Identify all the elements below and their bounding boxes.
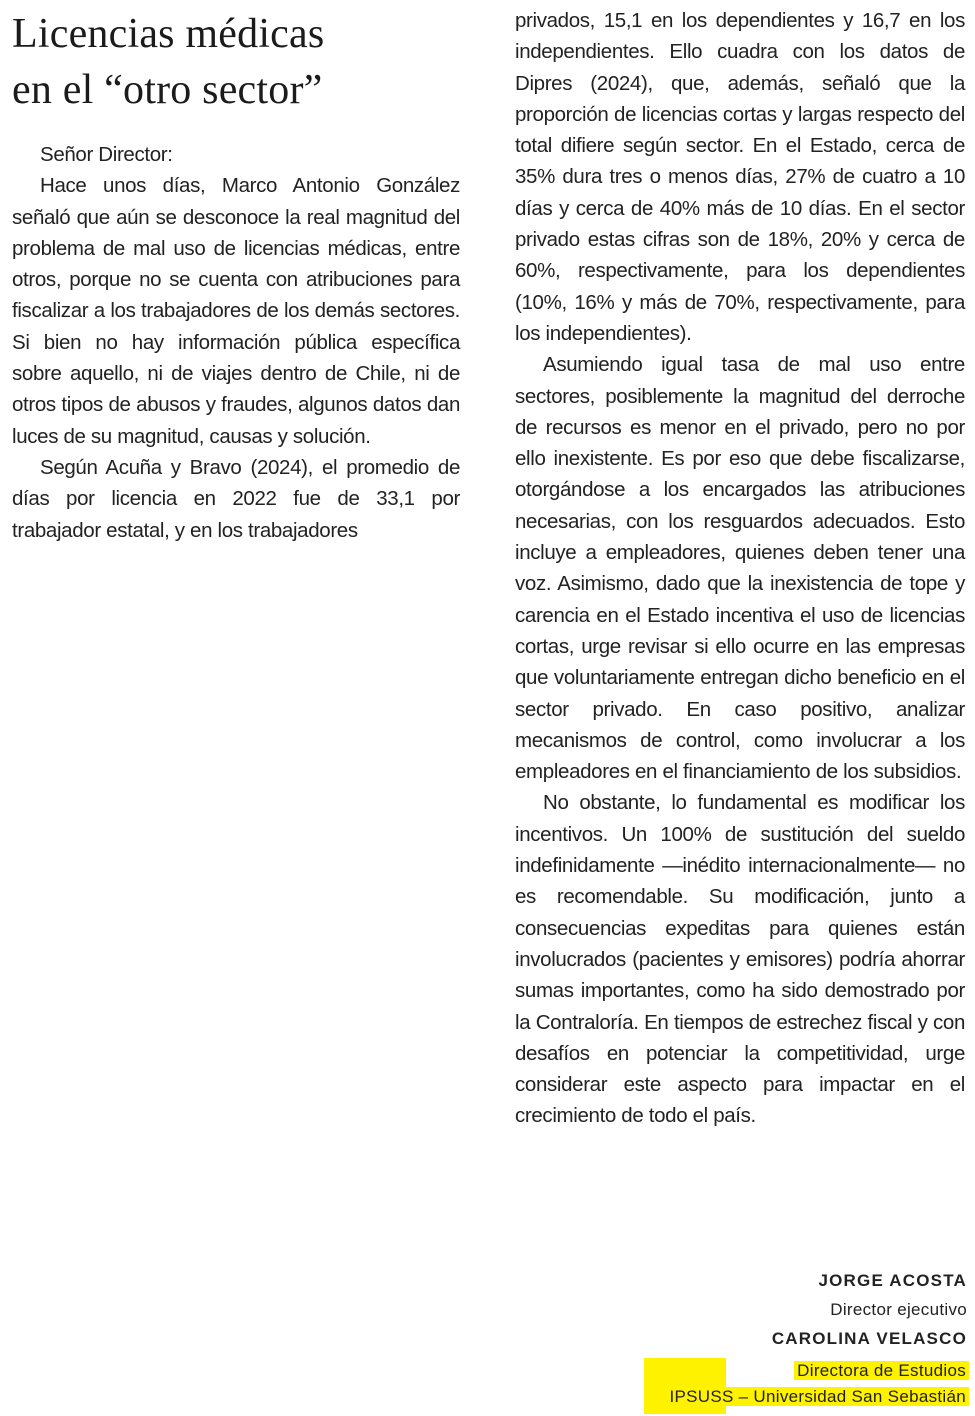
paragraph-4: No obstante, lo fundamental es modificar los incentivos. Un 100% de sustitución del sueldo indefinidamente —inédito internacionalmente— no es recomendable. Su modificación, junto a consecuencias expeditas para quienes están involucrados (pacientes y emisores) podría ahorrar sumas importantes, como ha sido demostrado por la Contraloría. En tiempos de estrechez fiscal y con desafíos en potenciar la competitividad, urge considerar este aspecto para impactar en el crecimiento de todo el país. [515,791,965,1128]
headline-line-1: Licencias médicas [12,11,325,57]
paragraph-2-start: Según Acuña y Bravo (2024), el promedio de días por licencia en 2022 fue de 33,1 por trabajador estatal, y en los trabajadores [12,455,460,542]
highlighted-affiliation [666,1358,969,1410]
signer-1-role: Director ejecutivo [830,1300,967,1319]
headline-line-2: en el “otro sector” [12,67,323,113]
right-column [515,5,965,1132]
organization: IPSUSS – Universidad San Sebastián [666,1387,969,1406]
headline [12,6,472,118]
salutation: Señor Director: [40,143,173,166]
paragraph-3: Asumiendo igual tasa de mal uso entre sectores, posiblemente la magnitud del derroche de recursos es menor en el privado, pero no por ello inexistente. Es por eso que debe fiscalizarse, otorgándose a los encargados las atribuciones necesarias, con los resguardos adecuados. Esto incluye a empleadores, quienes deben tener una voz. Asimismo, dado que la inexistencia de tope y carencia en el Estado incentiva el uso de licencias cortas, urge revisar si ello ocurre en las empresas que voluntariamente entregan dicho beneficio en el sector privado. En caso positivo, analizar mecanismos de control, como involucrar a los empleadores en el financiamiento de los subsidios. [515,353,965,784]
paragraph-1: Hace unos días, Marco Antonio González señaló que aún se desconoce la real magnitud del problema de mal uso de licencias médicas, entre otros, porque no se cuenta con atribuciones para fiscalizar a los trabajadores de los demás sectores. Si bien no hay información pública específica sobre aquello, ni de viajes dentro de Chile, ni de otros tipos de abusos y fraudes, algunos datos dan luces de su magnitud, causas y solución. [12,174,460,448]
signer-2-role: Directora de Estudios [794,1361,969,1380]
paragraph-2-end: privados, 15,1 en los dependientes y 16,7 en los independientes. Ello cuadra con los datos de Dipres (2024), que, además, señaló que la proporción de licencias cortas y largas respecto del total difiere según sector. En el Estado, cerca de 35% dura tres o menos días, 27% de cuatro a 10 días y cerca de 40% más de 10 días. En el sector privado estas cifras son de 18%, 20% y cerca de 60%, respectivamente, para los dependientes (10%, 16% y más de 70%, respectivamente, para los independientes). [515,9,965,345]
signature-block [772,1266,967,1353]
signer-2-role-line [666,1358,969,1384]
organization-line [666,1384,969,1410]
signer-1-name: JORGE ACOSTA [818,1271,967,1290]
left-column [12,139,460,546]
signer-2-name: CAROLINA VELASCO [771,1329,967,1348]
